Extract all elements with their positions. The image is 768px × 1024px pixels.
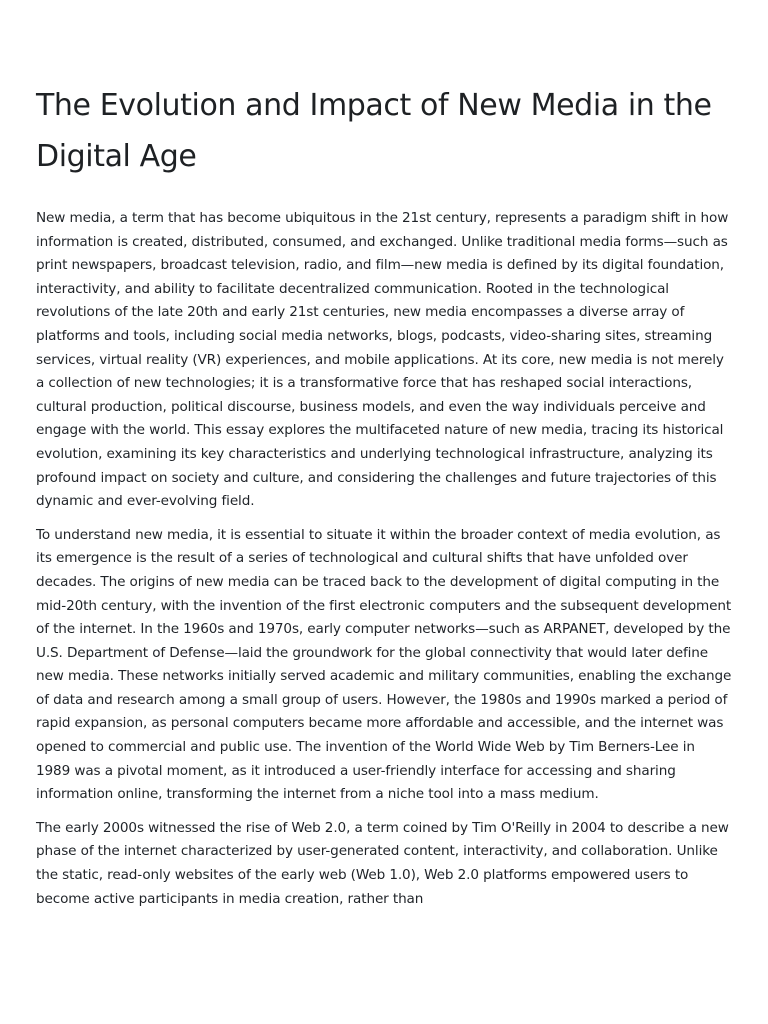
article-body <box>36 207 732 911</box>
paragraph-1: New media, a term that has become ubiquitous in the 21st century, represents a paradigm shift in how information is created, distributed, consumed, and exchanged. Unlike traditional media forms—such as print newspapers, broadcast television, radio, and film—new media is defined by its digital foundation, interactivity, and ability to facilitate decentralized communication. Rooted in the technological revolutions of the late 20th and early 21st centuries, new media encompasses a diverse array of platforms and tools, including social media networks, blogs, podcasts, video-sharing sites, streaming services, virtual reality (VR) experiences, and mobile applications. At its core, new media is not merely a collection of new technologies; it is a transformative force that has reshaped social interactions, cultural production, political discourse, business models, and even the way individuals perceive and engage with the world. This essay explores the multifaceted nature of new media, tracing its historical evolution, examining its key characteristics and underlying technological infrastructure, analyzing its profound impact on society and culture, and considering the challenges and future trajectories of this dynamic and ever-evolving field. <box>36 210 729 510</box>
article-title: The Evolution and Impact of New Media in the Digital Age <box>36 88 712 174</box>
article <box>36 80 732 921</box>
paragraph-2: To understand new media, it is essential to situate it within the broader context of media evolution, as its emergence is the result of a series of technological and cultural shifts that have unfolded over decades. The origins of new media can be traced back to the development of digital computing in the mid-20th century, with the invention of the first electronic computers and the subsequent development of the internet. In the 1960s and 1970s, early computer networks—such as ARPANET, developed by the U.S. Department of Defense—laid the groundwork for the global connectivity that would later define new media. These networks initially served academic and military communities, enabling the exchange of data and research among a small group of users. However, the 1980s and 1990s marked a period of rapid expansion, as personal computers became more affordable and accessible, and the internet was opened to commercial and public use. The invention of the World Wide Web by Tim Berners-Lee in 1989 was a pivotal moment, as it introduced a user-friendly interface for accessing and sharing information online, transforming the internet from a niche tool into a mass medium. <box>36 526 732 803</box>
paragraph-3: The early 2000s witnessed the rise of Web 2.0, a term coined by Tim O'Reilly in 2004 to describe a new phase of the internet characterized by user-generated content, interactivity, and collaboration. Unlike the static, read-only websites of the early web (Web 1.0), Web 2.0 platforms empowered users to become active participants in media creation, rather than <box>36 819 729 907</box>
